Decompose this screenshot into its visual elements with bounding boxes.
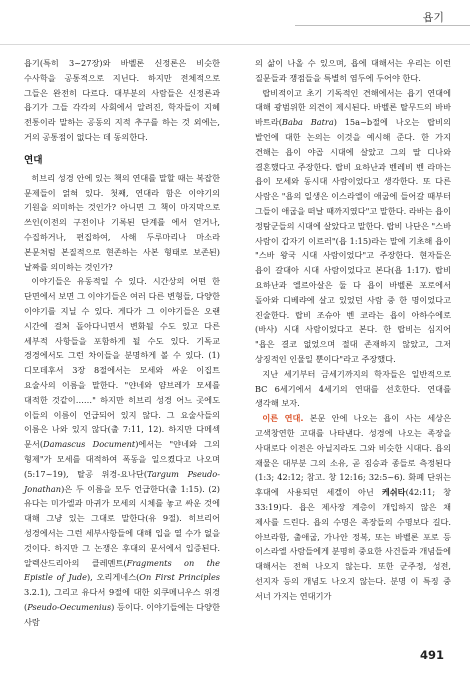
- header-rule: [295, 25, 470, 26]
- left-column: [24, 56, 220, 629]
- paragraph-text: 3.2.1), 그리고 유다서 9절에 대한 외쿠메니우스 위경(: [24, 587, 220, 612]
- right-column: [255, 56, 451, 603]
- italic-title: Fragments on the Epistle of Jude: [24, 557, 220, 583]
- paragraph-text: 랍비적이고 초기 기독적인 견해에서는 욥기 연대에 대해 광범위한 의견이 제시된다. 바벨론 탈무드의 바바 바트라(: [255, 87, 451, 128]
- section-heading-date: 연대: [24, 154, 43, 166]
- bold-term: 케쉬타: [381, 487, 406, 498]
- paragraph-text: ) 15a~b절에 나오는 랍비의 발언에 대한 논의는 이것을 예시해 준다. 한 가지 견해는 욥이 야곱 시대에 살았고 그의 딸 디나와 결혼했다고 주장한다. 랍비 요하난과 벤레비 벤 라마는 욥이 모세와 동시대 사람이었다고 생각한다. 또 다른 사람은 "욥의 일생은 이스라엘이 애굽에 들어갈 때부터 그들이 애굽을 떠날 때까지였다"고 말한다. 라바는 욥이 정탐군들의 시대에 살았다고 말한다. 랍비 나단은 "스바 사람이 갑자기 이르러"(욥 1:15)라는 말에 기초해 욥이 "스바 왕국 시대 사람이었다"고 주장한다. 현자들은 욥이 갈대아 시대 사람이었다고 본다(욥 1:17). 랍비 요하난과 엘르아살은 둘 다 욥이 바벨론 포로에서 돌아와 디베랴에 살고 있었던 사람 중 한 명이었다고 진술한다. 랍비 조슈아 벤 코라는 욥이 아하수에로(바사) 시대 사람이었다고 본다. 한 랍비는 심지어 "욥은 결코 없었으며 절대 존재하지 않았고, 그저 상징적인 인물일 뿐이다"라고 주장했다.: [255, 117, 451, 364]
- paragraph: [255, 56, 451, 86]
- paragraph: [255, 86, 451, 367]
- paragraph: [255, 367, 451, 411]
- paragraph-text: ) 등이다. 이야기들에는 다양한 사람: [24, 601, 220, 627]
- paragraph: [255, 411, 451, 603]
- paragraph-text: (42:11; 창 33:19)다. 욥은 제사장 계층이 개입하지 않은 채 제사를 드린다. 욥의 수명은 족장들의 수명보다 길다. 아브라함, 출애굽, 가나안 정복, 또는 바벨론 포로 등 이스라엘 사람들에게 분명히 중요한 사건들과 개념들에 대해서는 전혀 나오지 않는다. 또한 군주정, 성전, 선지자 등의 개념도 나오지 않는다. 분명 이 특징 중 서너 가지는 연대기가: [255, 487, 451, 601]
- italic-title: Pseudo-Oecumenius: [27, 601, 112, 612]
- paragraph-text: 욥기(특히 3~27장)와 바벨론 신정론은 비슷한 수사학을 공통적으로 지닌다. 하지만 전체적으로 그들은 완전히 다르다. 대부분의 사람들은 신정론과 욥기가 그들 각각의 사회에서 알려진, 학자들이 지혜 전통이라 말하는 공동의 지적 추구를 하는 것 외에는, 거의 공통점이 없다는 데 동의한다.: [24, 58, 220, 142]
- paragraph-text: ), 오리게네스(: [86, 572, 140, 583]
- paragraph-text: )에서는 "얀네와 그의 형제"가 모세를 대적하여 폭동을 일으켰다고 나오며(5:17~19), 탈공 위경-요나단(: [24, 439, 220, 479]
- italic-title: Targum Pseudo-Jonathan: [24, 468, 220, 494]
- page-number: 491: [419, 648, 444, 662]
- paragraph: [24, 274, 220, 629]
- running-header-title: 욥기: [422, 11, 444, 24]
- paragraph: [24, 171, 220, 275]
- subsection-keyword-early-date: 이른 연대.: [262, 413, 304, 424]
- paragraph-text: )은 두 이름을 모두 언급한다(출 1:15). (2) 유다는 미가엘과 마귀가 모세의 시체를 놓고 싸운 것에 대해 그냥 있는 그대로 말한다(유 9절). 히브리어 성경에서는 그런 세부사항들에 대해 입을 열 수가 없을 것이다. 하지만 그 논쟁은 후대의 문서에서 입증된다. 알렉산드리아의 클레멘트(: [24, 483, 220, 568]
- paragraph-text: 지난 세기부터 금세기까지의 학자들은 일반적으로 BC 6세기에서 4세기의 연대를 선호한다. 연대를 생각해 보자.: [255, 368, 451, 409]
- italic-title: Baba Batra: [281, 117, 334, 128]
- italic-title: Damascus Document: [43, 439, 136, 450]
- paragraph-text: 본문 안에 나오는 욥이 사는 세상은 고색창연한 고대를 나타낸다. 성경에 나오는 족장을 사대로다 이전은 아닐지라도 그와 비슷한 시대다. 욥의 재물은 대부분 그의 소유, 곧 짐승과 종들로 측정된다(1:3; 42:12; 참고. 창 12:16; 32:5~6). 화폐 단위는 후대에 사용되던 세겔이 아닌: [255, 413, 451, 498]
- italic-title: On First Principles: [139, 572, 220, 583]
- paragraph: [24, 56, 220, 145]
- paragraph-text: 이야기들은 유동적일 수 있다. 시간상의 어떤 한 단면에서 보면 그 이야기들은 여러 다른 변형들, 다양한 이야기를 지닐 수 있다. 게다가 그 이야기들은 오랜 시간에 걸쳐 돌아다니면서 변화될 수도 있고 다른 세부적 사항들을 포함하게 될 수도 있다. 기독교 경경에서도 그런 차이들을 분명하게 볼 수 있다. (1) 디모데후서 3장 8절에서는 모세와 싸운 이집트 요술사의 이름을 말한다. "얀네와 얌브레가 모세를 대적한 것같이……" 하지만 히브리 성경 어느 곳에도 이들의 이름이 언급되어 있지 않다. 그 요술사들의 이름은 나와 있지 않다(출 7:11, 12). 하지만 다메섹 문서(: [24, 276, 220, 450]
- paragraph-text: 의 삶이 나올 수 있으며, 욥에 대해서는 우리는 이런 질문들과 쟁점들을 특별히 염두에 두어야 한다.: [255, 58, 451, 83]
- paragraph-text: 히브리 성경 안에 있는 책의 연대를 말할 때는 복잡한 문제들이 얽혀 있다. 첫째, 연대라 함은 이야기의 기원을 의미하는 것인가? 아니면 그 책이 마지막으로 쓰인(이전의 구전이나 기록된 단계를 에서 얻거나, 수집하거나, 편집하여, 사해 두루마리나 마소라 본문처럼 본질적으로 현존하는 사본 형태로 보존된) 날짜를 의미하는 것인가?: [24, 172, 220, 272]
- header-bar: [0, 0, 470, 45]
